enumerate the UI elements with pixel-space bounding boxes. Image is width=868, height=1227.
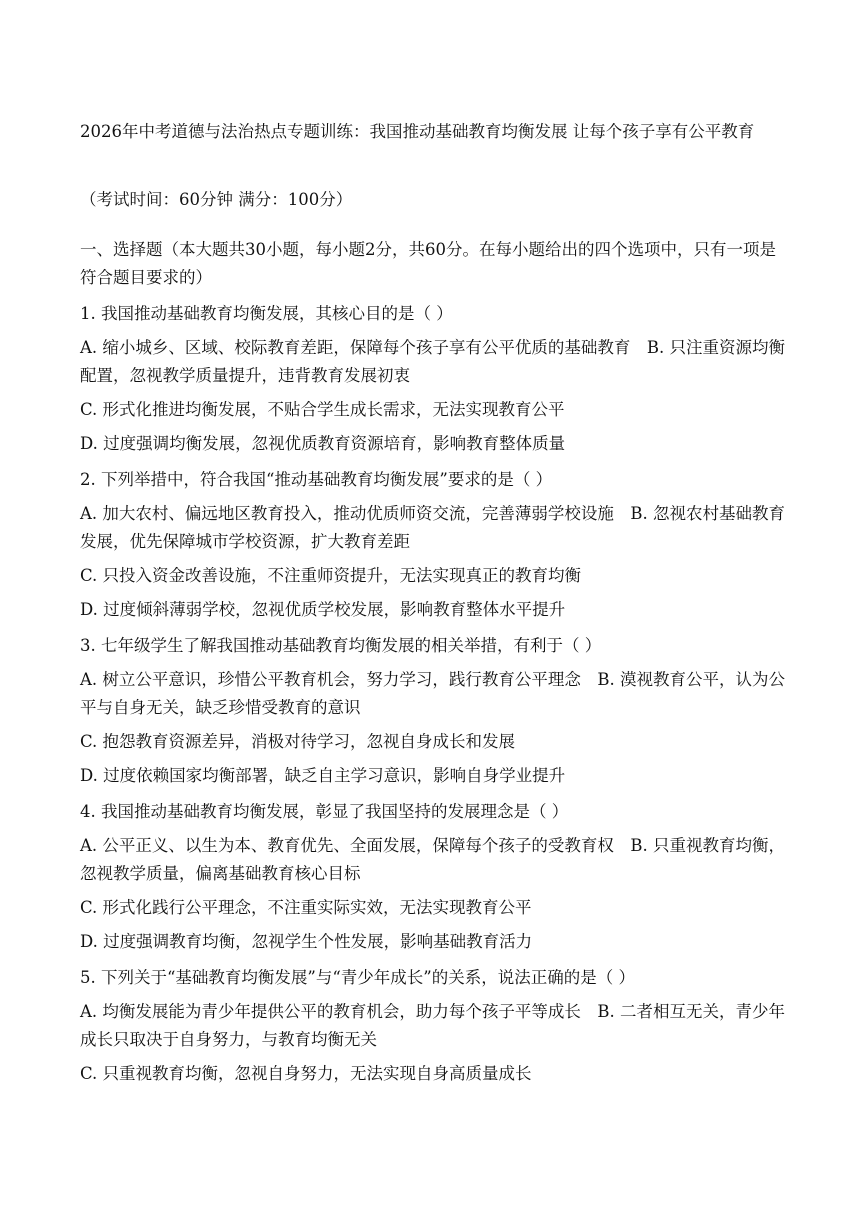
question-3 bbox=[80, 632, 792, 790]
question-option: A. 树立公平意识，珍惜公平教育机会，努力学习，践行教育公平理念 B. 漠视教育公平，认为公平与自身无关，缺乏珍惜受教育的意识 bbox=[80, 670, 786, 717]
question-option: C. 形式化推进均衡发展，不贴合学生成长需求，无法实现教育公平 bbox=[80, 400, 565, 419]
section-heading: 一、选择题（本大题共30小题，每小题2分，共60分。在每小题给出的四个选项中，只有一项是符合题目要求的） bbox=[80, 240, 776, 287]
document-page bbox=[80, 118, 792, 1088]
question-option: D. 过度依赖国家均衡部署，缺乏自主学习意识，影响自身学业提升 bbox=[80, 766, 566, 785]
question-stem: 4. 我国推动基础教育均衡发展，彰显了我国坚持的发展理念是（ ） bbox=[80, 802, 569, 821]
question-option: A. 缩小城乡、区域、校际教育差距，保障每个孩子享有公平优质的基础教育 B. 只注重资源均衡配置，忽视教学质量提升，违背教育发展初衷 bbox=[80, 338, 786, 385]
question-stem: 1. 我国推动基础教育均衡发展，其核心目的是（ ） bbox=[80, 304, 453, 323]
question-option: D. 过度倾斜薄弱学校，忽视优质学校发展，影响教育整体水平提升 bbox=[80, 600, 566, 619]
question-stem: 5. 下列关于“基础教育均衡发展”与“青少年成长”的关系，说法正确的是（ ） bbox=[80, 968, 635, 987]
question-5 bbox=[80, 964, 792, 1088]
question-4 bbox=[80, 798, 792, 956]
question-option: C. 只投入资金改善设施，不注重师资提升，无法实现真正的教育均衡 bbox=[80, 566, 582, 585]
question-option: D. 过度强调教育均衡，忽视学生个性发展，影响基础教育活力 bbox=[80, 932, 533, 951]
question-stem: 3. 七年级学生了解我国推动基础教育均衡发展的相关举措，有利于（ ） bbox=[80, 636, 602, 655]
question-option: A. 均衡发展能为青少年提供公平的教育机会，助力每个孩子平等成长 B. 二者相互无关，青少年成长只取决于自身努力，与教育均衡无关 bbox=[80, 1002, 786, 1049]
question-option: A. 公平正义、以生为本、教育优先、全面发展，保障每个孩子的受教育权 B. 只重视教育均衡，忽视教学质量，偏离基础教育核心目标 bbox=[80, 836, 786, 883]
question-stem: 2. 下列举措中，符合我国“推动基础教育均衡发展”要求的是（ ） bbox=[80, 470, 553, 489]
question-1 bbox=[80, 300, 792, 458]
document-title: 2026年中考道德与法治热点专题训练：我国推动基础教育均衡发展 让每个孩子享有公平教育 bbox=[80, 122, 755, 141]
question-option: C. 形式化践行公平理念，不注重实际实效，无法实现教育公平 bbox=[80, 898, 532, 917]
question-option: D. 过度强调均衡发展，忽视优质教育资源培育，影响教育整体质量 bbox=[80, 434, 566, 453]
question-option: A. 加大农村、偏远地区教育投入，推动优质师资交流，完善薄弱学校设施 B. 忽视农村基础教育发展，优先保障城市学校资源，扩大教育差距 bbox=[80, 504, 786, 551]
question-option: C. 只重视教育均衡，忽视自身努力，无法实现自身高质量成长 bbox=[80, 1064, 532, 1083]
exam-meta: （考试时间：60分钟 满分：100分） bbox=[80, 190, 353, 209]
question-option: C. 抱怨教育资源差异，消极对待学习，忽视自身成长和发展 bbox=[80, 732, 516, 751]
question-2 bbox=[80, 466, 792, 624]
